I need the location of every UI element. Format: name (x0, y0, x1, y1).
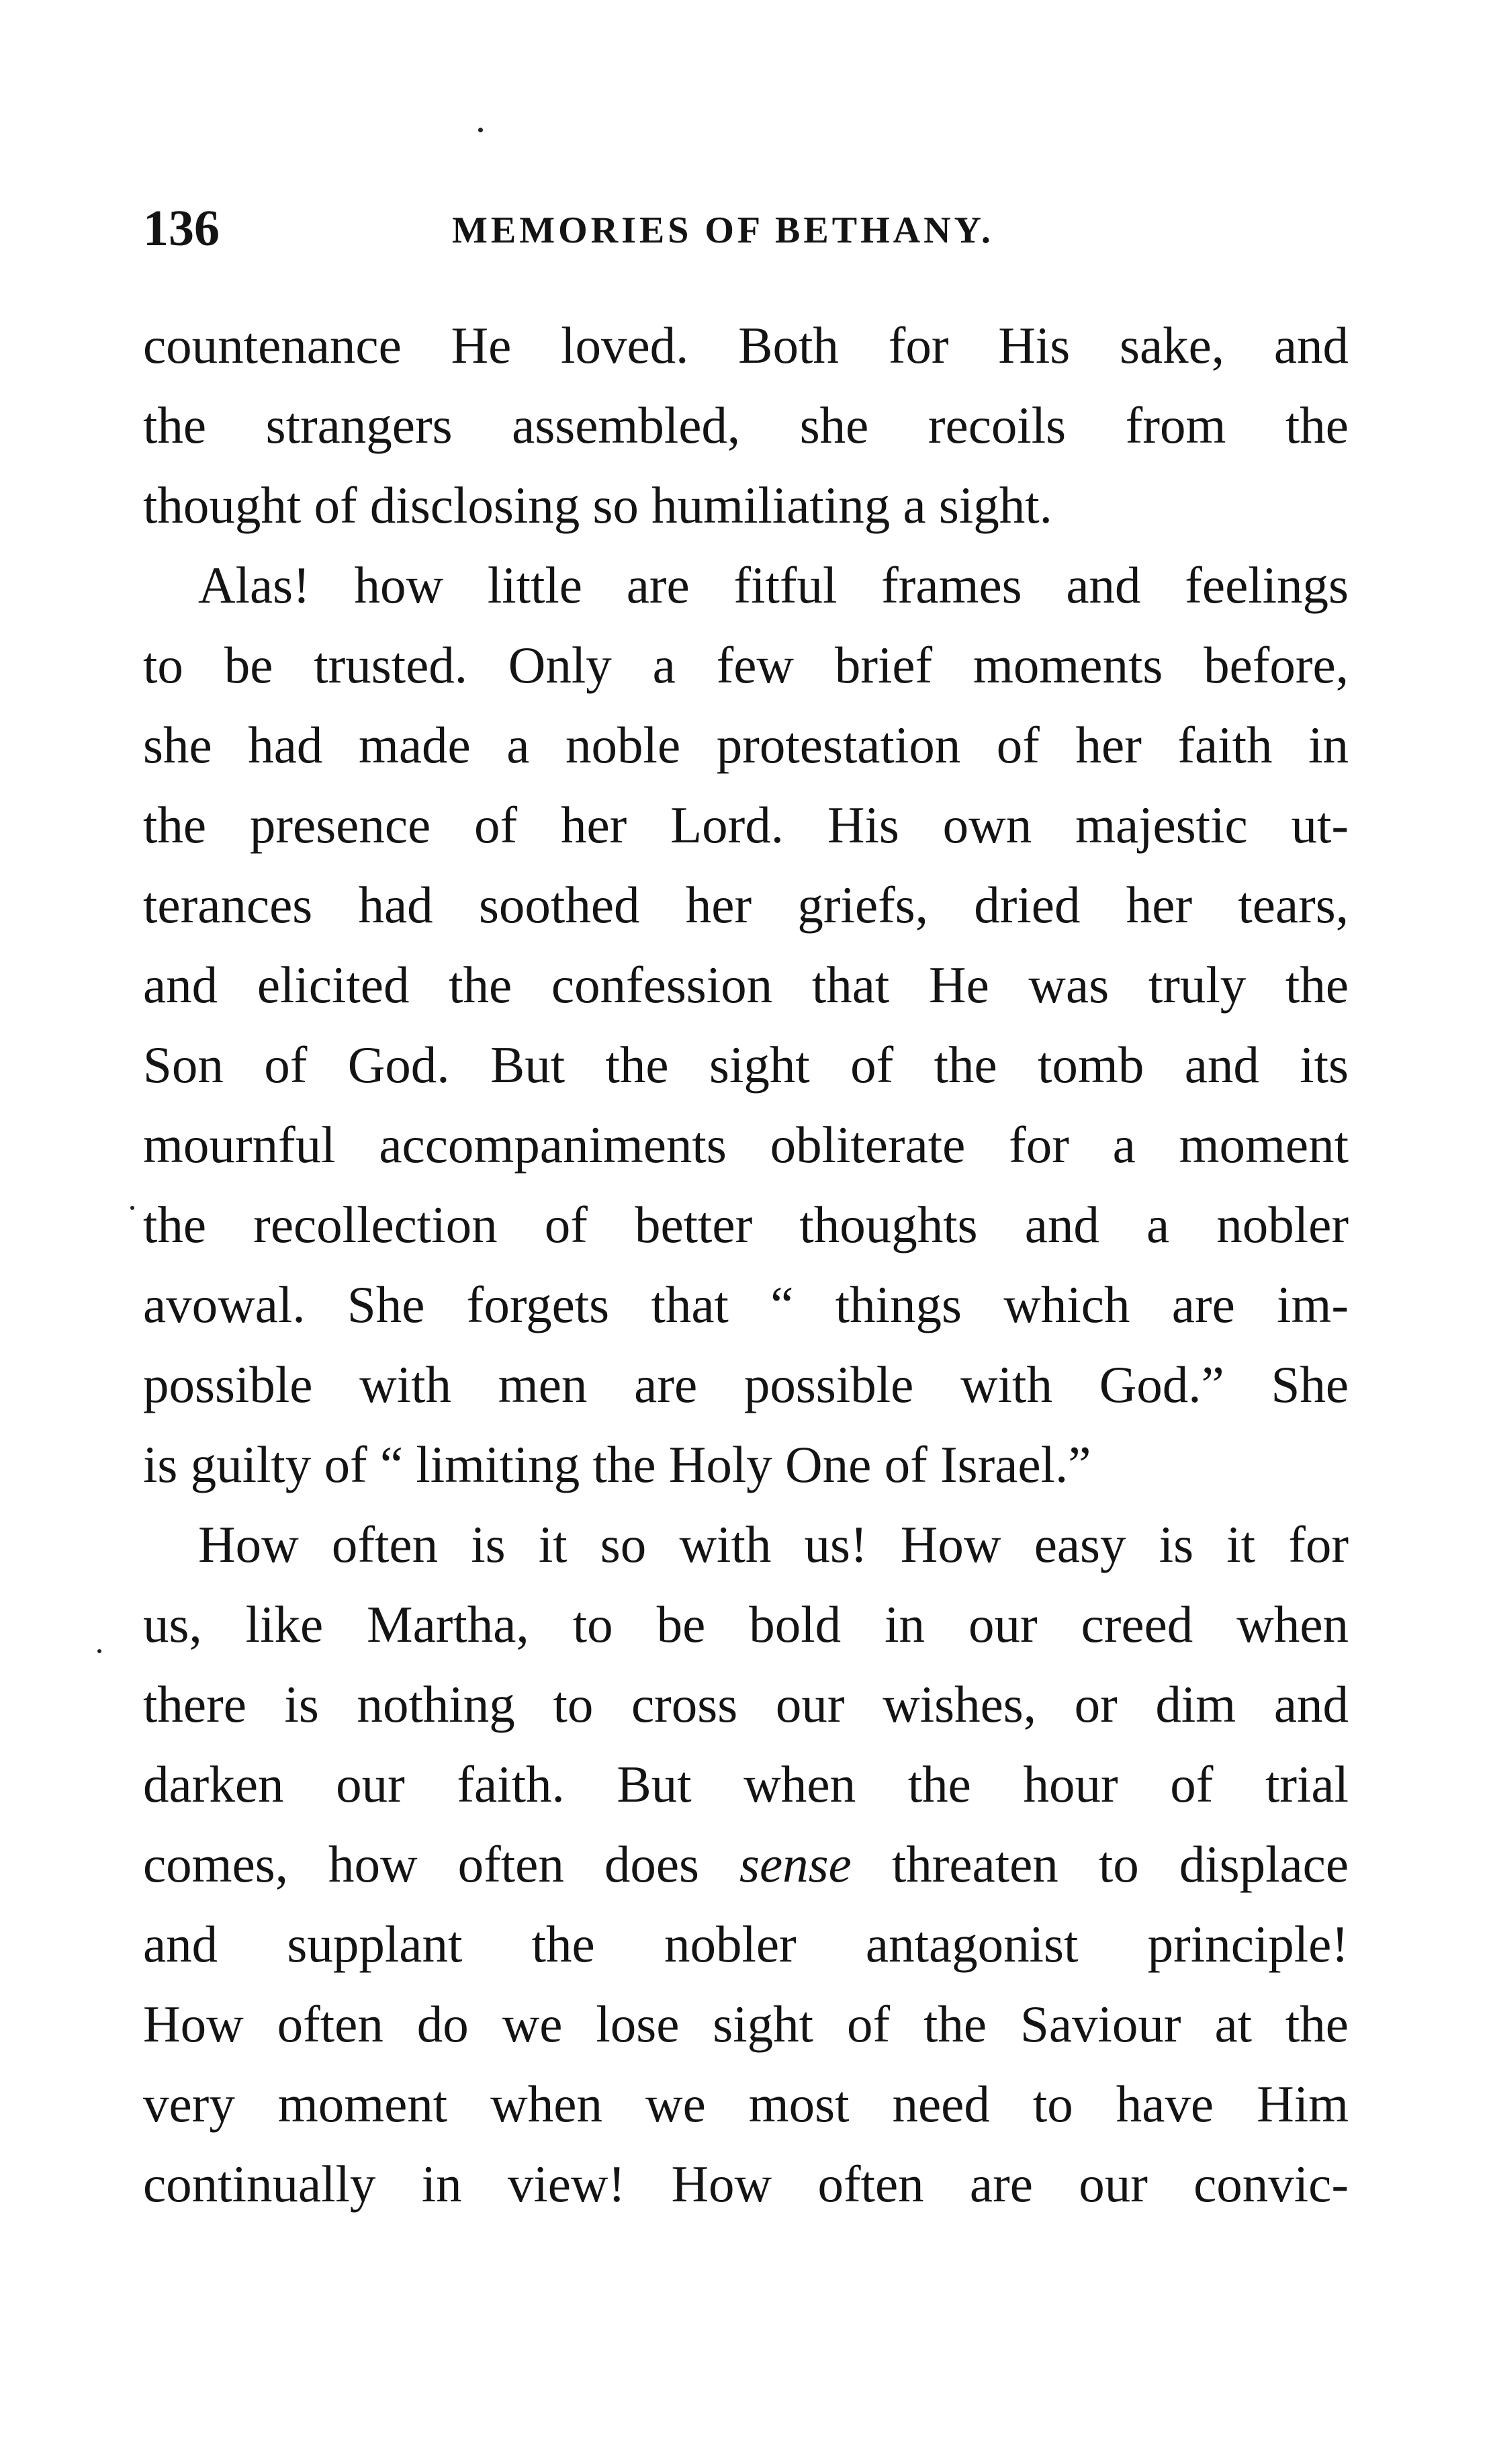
text-line: thought of disclosing so humiliating a sight. (143, 476, 1052, 534)
print-speck (478, 128, 483, 132)
text-line: How often do we lose sight of the Saviour at the (143, 1995, 1349, 2053)
paragraph (143, 306, 1349, 545)
print-speck (130, 1206, 134, 1210)
text-line: and supplant the nobler antagonist principle! (143, 1915, 1349, 1973)
text-line: is guilty of “ limiting the Holy One of Israel.” (143, 1436, 1091, 1493)
text-line: and elicited the confession that He was truly the (143, 956, 1349, 1014)
italic-word: sense (739, 1835, 852, 1893)
text-line: to be trusted. Only a few brief moments before, (143, 636, 1349, 694)
text-line: Alas! how little are fitful frames and feelings (198, 556, 1349, 614)
text-line: terances had soothed her griefs, dried her tears, (143, 876, 1349, 934)
text-line: continually in view! How often are our convic- (143, 2155, 1349, 2213)
text-line: possible with men are possible with God.” She (143, 1356, 1349, 1413)
text-line: there is nothing to cross our wishes, or dim and (143, 1675, 1349, 1733)
text-line: darken our faith. But when the hour of trial (143, 1755, 1349, 1813)
text-line: us, like Martha, to be bold in our creed when (143, 1595, 1349, 1653)
text-line: the presence of her Lord. His own majestic ut- (143, 796, 1349, 854)
running-title: MEMORIES OF BETHANY. (452, 210, 994, 251)
paragraph (143, 1505, 1349, 2224)
text-line: How often is it so with us! How easy is it for (198, 1515, 1349, 1573)
paragraph (143, 545, 1349, 1505)
text-line: avowal. She forgets that “ things which are im- (143, 1276, 1349, 1333)
text-line: mournful accompaniments obliterate for a moment (143, 1116, 1349, 1174)
text-fragment: threaten to displace (891, 1835, 1349, 1893)
text-line: very moment when we most need to have Him (143, 2075, 1349, 2133)
print-speck (97, 1649, 101, 1653)
text-line: countenance He loved. Both for His sake, and (143, 316, 1349, 374)
running-header (143, 198, 1349, 259)
page-number: 136 (143, 200, 220, 257)
text-line-mixed (143, 1824, 1349, 1904)
text-line: Son of God. But the sight of the tomb and its (143, 1036, 1349, 1094)
text-line: she had made a noble protestation of her faith in (143, 716, 1349, 774)
body-text (143, 306, 1349, 2224)
text-fragment: comes, how often does (143, 1835, 699, 1893)
text-line: the strangers assembled, she recoils from the (143, 396, 1349, 454)
text-line: the recollection of better thoughts and a nobler (143, 1196, 1349, 1253)
